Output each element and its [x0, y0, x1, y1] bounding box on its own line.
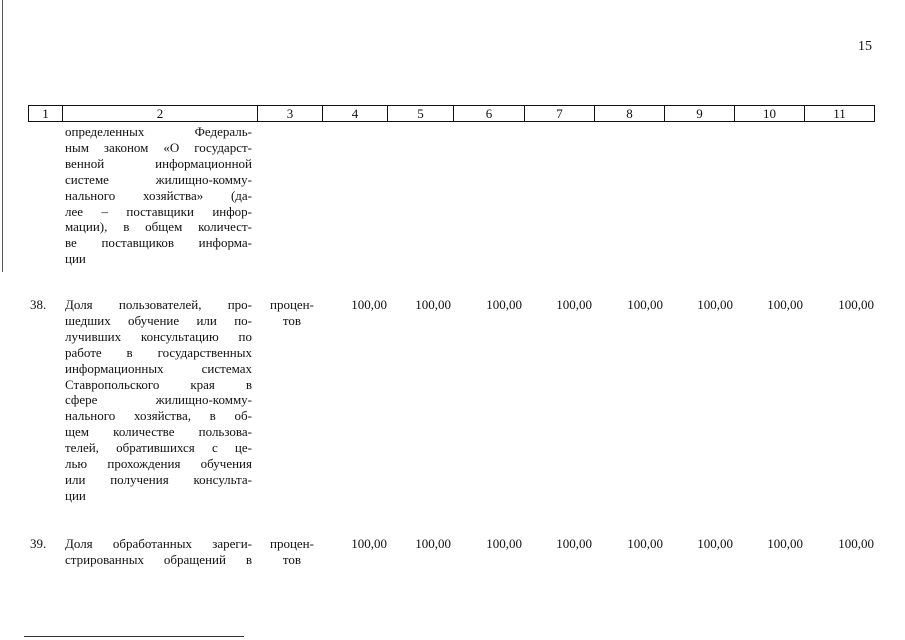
text-line: ции	[65, 487, 86, 503]
unit-line: тов	[282, 312, 302, 328]
row-39-value-col-5: 100,00	[415, 536, 451, 551]
text-line: венной информационной	[65, 155, 252, 171]
row-38-value-col-11: 100,00	[838, 297, 874, 312]
text-line: ным законом «О государст-	[65, 139, 252, 155]
text-line: Доля обработанных зареги-	[65, 536, 252, 551]
footnote-rule	[24, 636, 244, 637]
row-number-39: 39.	[30, 536, 47, 551]
text-line: мации), в общем количест-	[65, 219, 252, 235]
row-38-unit	[262, 297, 322, 329]
row-38-description	[65, 297, 252, 504]
row-38-value-col-10: 100,00	[767, 297, 803, 312]
row-39-value-col-10: 100,00	[767, 536, 803, 551]
row-38-value-col-4: 100,00	[351, 297, 387, 312]
text-line: ции	[65, 251, 86, 267]
header-col-8: 8	[595, 106, 665, 121]
left-margin-rule	[2, 0, 3, 272]
row-39-description	[65, 536, 252, 568]
text-line: Ставропольского края в	[65, 376, 252, 392]
row-38-value-col-8: 100,00	[627, 297, 663, 312]
row-number-38: 38.	[30, 297, 47, 312]
row-38-value-col-6: 100,00	[486, 297, 522, 312]
text-line: лью прохождения обучения	[65, 456, 252, 472]
text-line: щем количестве пользова-	[65, 424, 252, 440]
page-number: 15	[858, 39, 872, 54]
unit-line: процен-	[270, 297, 314, 312]
header-col-6: 6	[454, 106, 525, 121]
unit-line: тов	[282, 551, 302, 567]
row-39-value-col-7: 100,00	[556, 536, 592, 551]
header-col-3: 3	[258, 106, 323, 121]
text-line: ве поставщиков информа-	[65, 235, 252, 251]
row-38-value-col-7: 100,00	[556, 297, 592, 312]
row-39-value-col-4: 100,00	[351, 536, 387, 551]
text-line: работе в государственных	[65, 344, 252, 360]
continuation-description	[65, 124, 252, 267]
header-col-1: 1	[29, 106, 63, 121]
header-col-10: 10	[735, 106, 805, 121]
row-38-value-col-9: 100,00	[697, 297, 733, 312]
text-line: системе жилищно-комму-	[65, 171, 252, 187]
text-line: сфере жилищно-комму-	[65, 392, 252, 408]
text-line: телей, обратившихся с це-	[65, 440, 252, 456]
text-line: лее – поставщики инфор-	[65, 203, 252, 219]
header-col-7: 7	[525, 106, 595, 121]
row-39-unit	[262, 536, 322, 568]
row-39-value-col-9: 100,00	[697, 536, 733, 551]
row-39-value-col-8: 100,00	[627, 536, 663, 551]
table-header-row	[28, 105, 875, 122]
row-39-value-col-11: 100,00	[838, 536, 874, 551]
text-line: стрированных обращений в	[65, 551, 252, 567]
header-col-9: 9	[665, 106, 735, 121]
header-col-5: 5	[388, 106, 454, 121]
text-line: нального хозяйства» (да-	[65, 187, 252, 203]
unit-line: процен-	[270, 536, 314, 551]
text-line: информационных системах	[65, 360, 252, 376]
text-line: нального хозяйства, в об-	[65, 408, 252, 424]
row-38-value-col-5: 100,00	[415, 297, 451, 312]
header-col-2: 2	[63, 106, 258, 121]
text-line: шедших обучение или по-	[65, 312, 252, 328]
header-col-4: 4	[323, 106, 388, 121]
text-line: лучивших консультацию по	[65, 328, 252, 344]
text-line: определенных Федераль-	[65, 124, 252, 139]
row-39-value-col-6: 100,00	[486, 536, 522, 551]
header-col-11: 11	[833, 106, 846, 121]
text-line: Доля пользователей, про-	[65, 297, 252, 312]
text-line: или получения консульта-	[65, 471, 252, 487]
